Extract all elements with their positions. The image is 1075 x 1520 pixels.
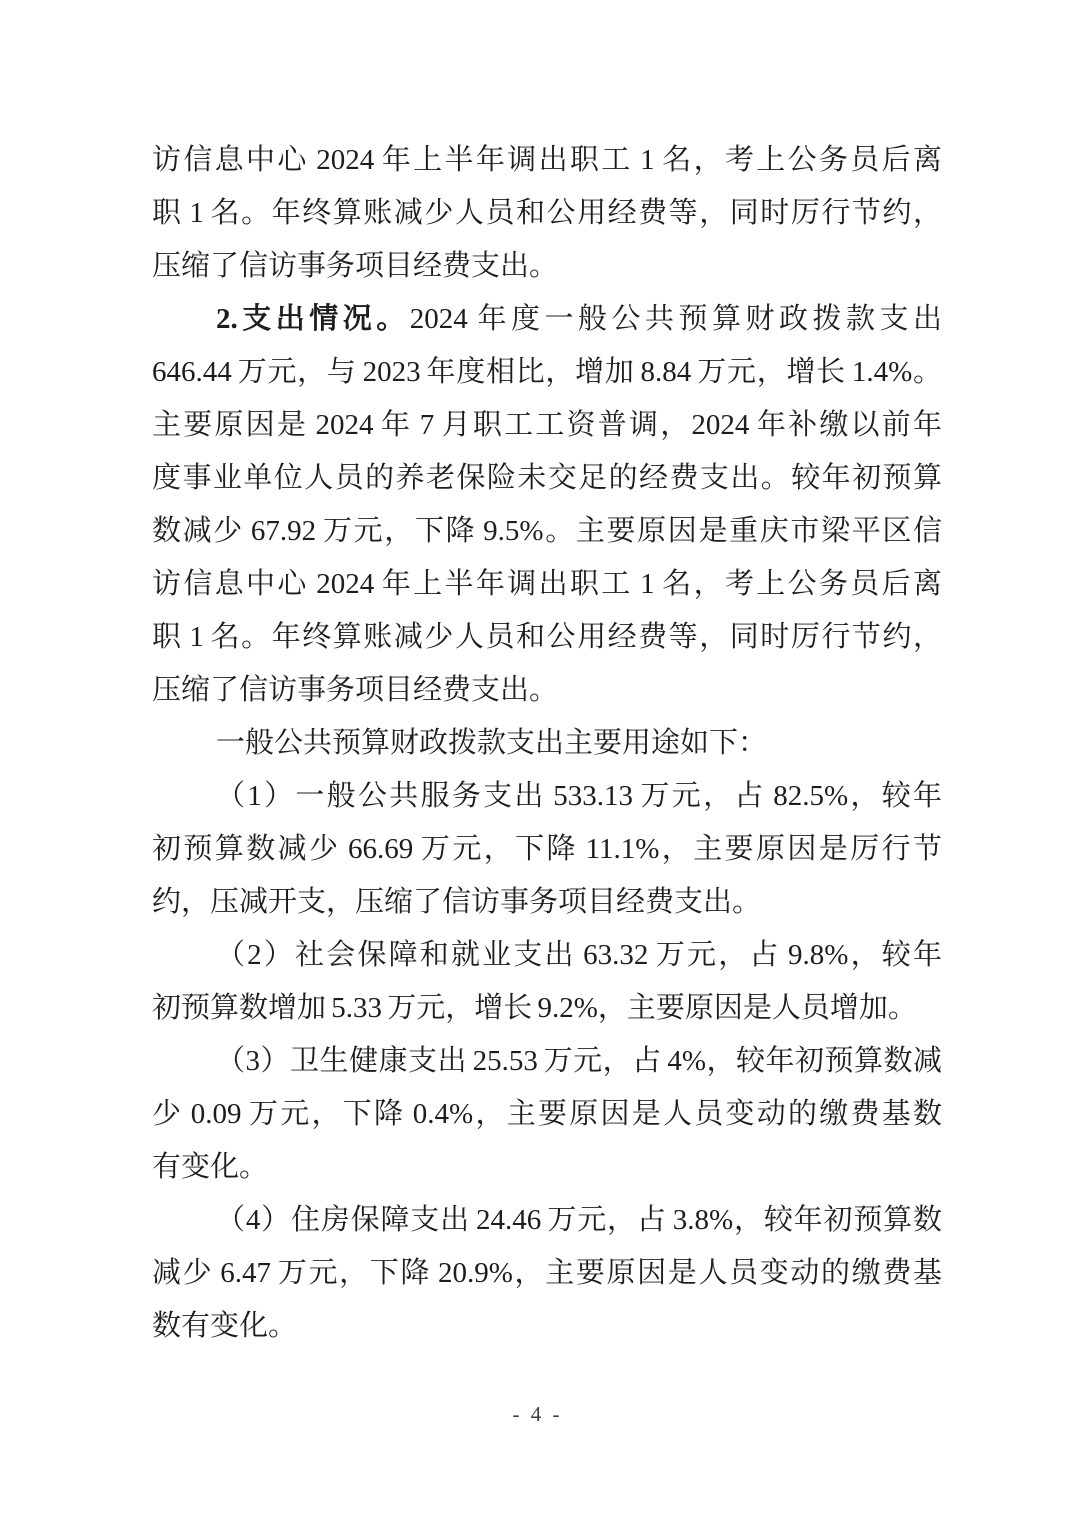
text-line: 度事业单位人员的养老保险未交足的经费支出。较年初预算 bbox=[152, 462, 942, 494]
text-line: 职 1 名。年终算账减少人员和公用经费等，同时厉行节约， bbox=[152, 197, 942, 229]
text-line: （1）一般公共服务支出 533.13 万元，占 82.5%，较年 bbox=[216, 780, 942, 812]
text-line: 访信息中心 2024 年上半年调出职工 1 名，考上公务员后离 bbox=[152, 568, 942, 600]
text-line: 有变化。 bbox=[152, 1151, 269, 1183]
text-line: 约，压减开支，压缩了信访事务项目经费支出。 bbox=[152, 886, 762, 918]
text-line: （3）卫生健康支出 25.53 万元，占 4%，较年初预算数减 bbox=[216, 1045, 942, 1077]
text-line: 数有变化。 bbox=[152, 1310, 298, 1342]
page-footer bbox=[0, 1402, 1075, 1427]
text-line: （2）社会保障和就业支出 63.32 万元，占 9.8%，较年 bbox=[216, 939, 942, 971]
text-line: 初预算数增加 5.33 万元，增长 9.2%，主要原因是人员增加。 bbox=[152, 992, 917, 1024]
paragraph-lead-bold: 2.支出情况。 bbox=[216, 303, 410, 335]
text-line: 主要原因是 2024 年 7 月职工工资普调，2024 年补缴以前年 bbox=[152, 409, 942, 441]
text-line: 少 0.09 万元，下降 0.4%，主要原因是人员变动的缴费基数 bbox=[152, 1098, 942, 1130]
text-line: 数减少 67.92 万元，下降 9.5%。主要原因是重庆市梁平区信 bbox=[152, 515, 942, 547]
page-number: - 4 - bbox=[512, 1402, 563, 1426]
text-line: 压缩了信访事务项目经费支出。 bbox=[152, 674, 559, 706]
text-line: 职 1 名。年终算账减少人员和公用经费等，同时厉行节约， bbox=[152, 621, 942, 653]
text-line: 初预算数减少 66.69 万元，下降 11.1%，主要原因是厉行节 bbox=[152, 833, 942, 865]
text-line bbox=[152, 293, 942, 346]
text-line: 访信息中心 2024 年上半年调出职工 1 名，考上公务员后离 bbox=[152, 144, 942, 176]
text-line: 一般公共预算财政拨款支出主要用途如下： bbox=[216, 727, 768, 759]
text-line: 压缩了信访事务项目经费支出。 bbox=[152, 250, 559, 282]
text-line-rest: 2024 年度一般公共预算财政拨款支出 bbox=[409, 303, 942, 335]
text-line: 减少 6.47 万元，下降 20.9%，主要原因是人员变动的缴费基 bbox=[152, 1257, 942, 1289]
document-body bbox=[152, 134, 942, 1353]
text-line: （4）住房保障支出 24.46 万元，占 3.8%，较年初预算数 bbox=[216, 1204, 942, 1236]
text-line: 646.44 万元，与 2023 年度相比，增加 8.84 万元，增长 1.4%。 bbox=[152, 356, 942, 388]
